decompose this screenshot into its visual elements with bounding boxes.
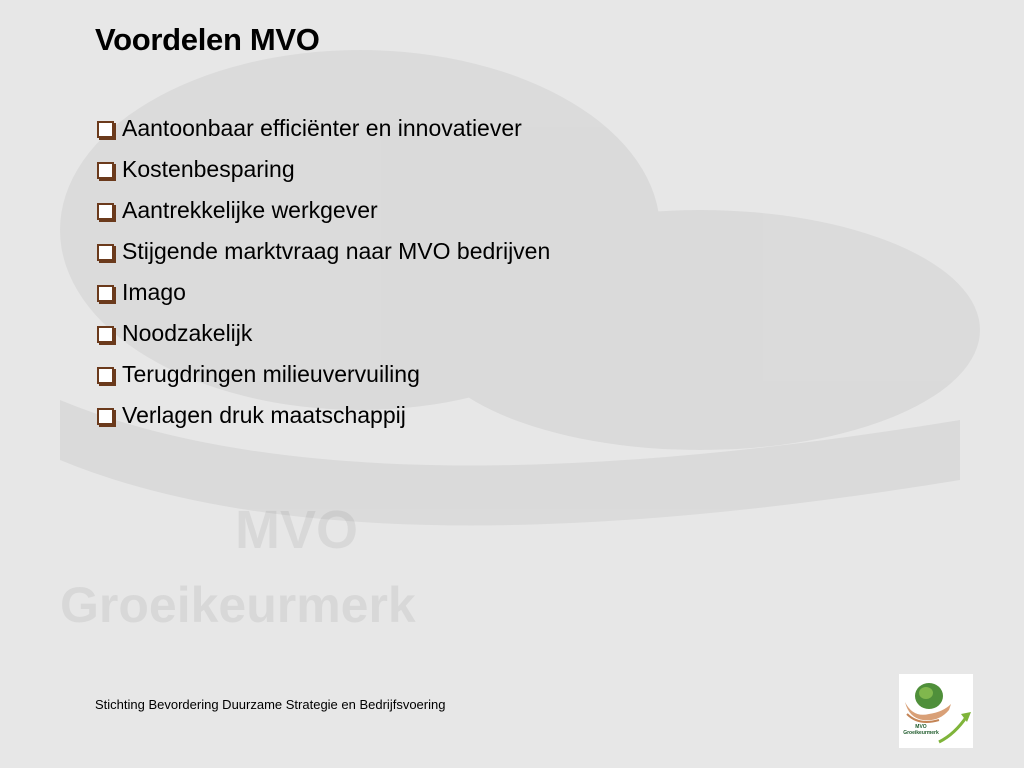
- list-item-text: Imago: [122, 279, 186, 305]
- list-item-text: Verlagen druk maatschappij: [122, 402, 406, 428]
- hands-globe-icon: [899, 674, 973, 748]
- list-item: [97, 354, 550, 395]
- checkbox-bullet-icon: [97, 162, 114, 179]
- logo-text-groeikeurmerk: Groeikeurmerk: [903, 730, 939, 736]
- list-item-text: Stijgende marktvraag naar MVO bedrijven: [122, 238, 551, 264]
- list-item: [97, 272, 550, 313]
- list-item-text: Noodzakelijk: [122, 320, 253, 346]
- checkbox-bullet-icon: [97, 285, 114, 302]
- list-item: [97, 395, 550, 436]
- checkbox-bullet-icon: [97, 121, 114, 138]
- checkbox-bullet-icon: [97, 203, 114, 220]
- list-item: [97, 190, 550, 231]
- list-item-text: Kostenbesparing: [122, 156, 295, 182]
- list-item-text: Aantoonbaar efficiënter en innovatiever: [122, 115, 522, 141]
- footer-organization: Stichting Bevordering Duurzame Strategie en Bedrijfsvoering: [95, 697, 446, 712]
- logo-text-mvo: MVO: [915, 724, 927, 730]
- mvo-logo: [899, 674, 973, 748]
- watermark-groeikeurmerk: Groeikeurmerk: [60, 577, 416, 633]
- list-item: [97, 313, 550, 354]
- checkbox-bullet-icon: [97, 367, 114, 384]
- logo-caption: [899, 724, 943, 736]
- list-item: [97, 149, 550, 190]
- list-item-text: Aantrekkelijke werkgever: [122, 197, 378, 223]
- checkbox-bullet-icon: [97, 326, 114, 343]
- list-item-text: Terugdringen milieuvervuiling: [122, 361, 420, 387]
- slide-title: Voordelen MVO: [95, 22, 320, 57]
- list-item: [97, 231, 550, 272]
- list-item: [97, 108, 550, 149]
- benefits-list: [97, 108, 550, 436]
- watermark-mvo: MVO: [235, 500, 359, 560]
- checkbox-bullet-icon: [97, 408, 114, 425]
- checkbox-bullet-icon: [97, 244, 114, 261]
